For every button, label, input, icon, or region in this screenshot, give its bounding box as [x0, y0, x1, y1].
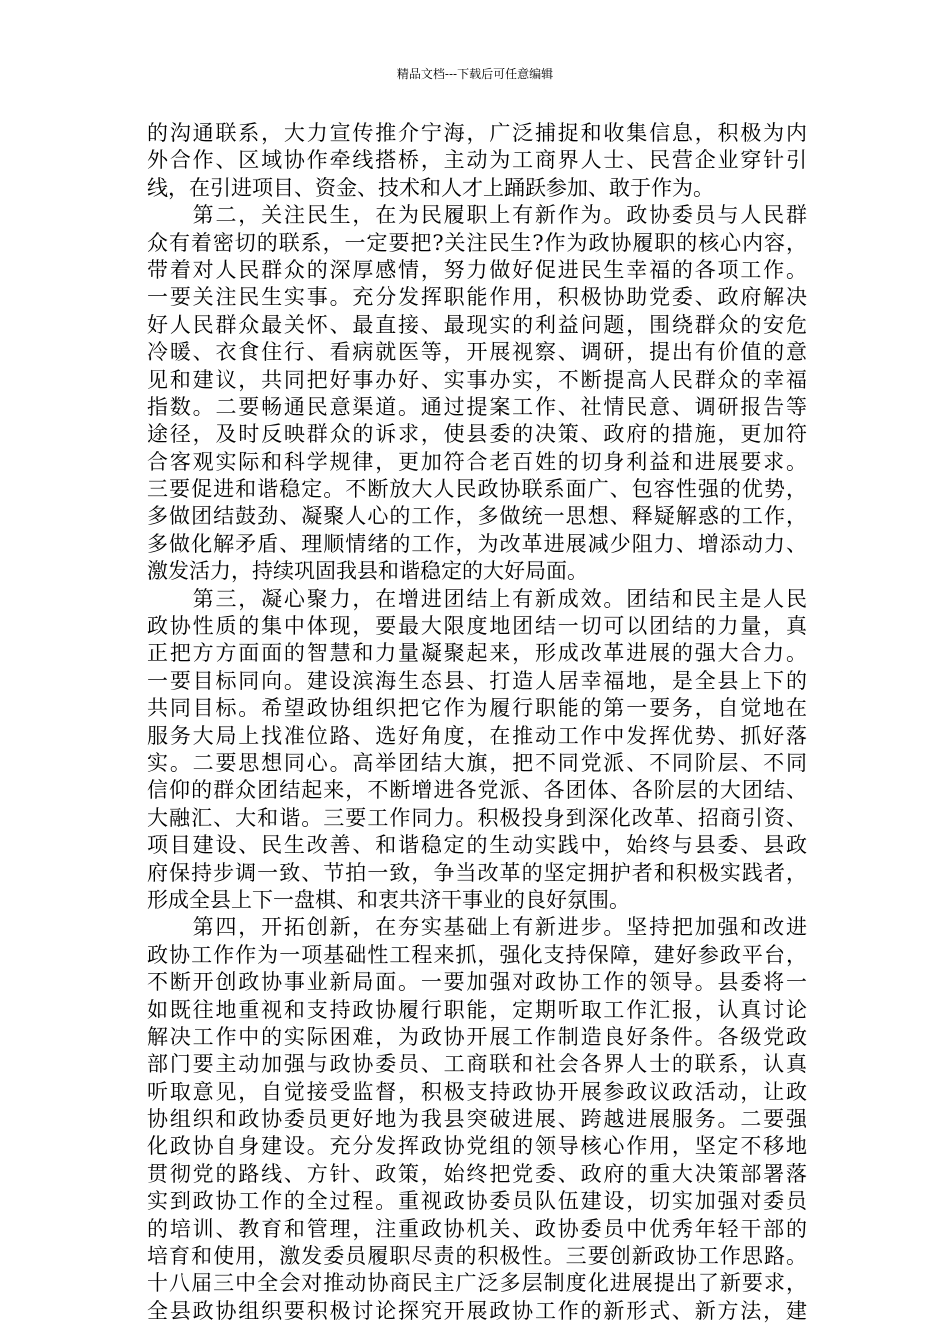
text-line: 全县政协组织要积极讨论探究开展政协工作的新形式、新方法，建: [147, 1298, 807, 1323]
text-line: 解决工作中的实际困难，为政协开展工作制造良好条件。各级党政: [147, 1024, 807, 1049]
document-body: [147, 120, 807, 1325]
text-line: 合客观实际和科学规律，更加符合老百姓的切身利益和进展要求。: [147, 449, 807, 474]
text-line: 外合作、区域协作牵线搭桥，主动为工商界人士、民营企业穿针引: [147, 148, 807, 173]
page-header: 精品文档---下载后可任意编辑: [396, 67, 554, 81]
text-line: 见和建议，共同把好事办好、实事办实，不断提高人民群众的幸福: [147, 367, 807, 392]
text-line: 第三，凝心聚力，在增进团结上有新成效。团结和民主是人民: [147, 586, 807, 611]
text-line: 不断开创政协事业新局面。一要加强对政协工作的领导。县委将一: [147, 970, 807, 995]
text-line: 形成全县上下一盘棋、和衷共济干事业的良好氛围。: [147, 887, 630, 912]
text-line: 服务大局上找准位路、选好角度，在推动工作中发挥优势、抓好落: [147, 723, 807, 748]
text-line: 冷暖、衣食住行、看病就医等，开展视察、调研，提出有价值的意: [147, 340, 807, 365]
text-line: 指数。二要畅通民意渠道。通过提案工作、社情民意、调研报告等: [147, 394, 807, 419]
text-line: 众有着密切的联系，一定要把?关注民生?作为政协履职的核心内容，: [147, 230, 807, 255]
text-line: 信仰的群众团结起来，不断增进各党派、各团体、各阶层的大团结、: [147, 778, 807, 803]
text-line: 部门要主动加强与政协委员、工商联和社会各界人士的联系，认真: [147, 1052, 807, 1077]
text-line: 三要促进和谐稳定。不断放大人民政协联系面广、包容性强的优势，: [147, 477, 807, 502]
text-line: 化政协自身建设。充分发挥政协党组的领导核心作用，坚定不移地: [147, 1134, 807, 1159]
text-line: 培育和使用，激发委员履职尽责的积极性。三要创新政协工作思路。: [147, 1244, 807, 1269]
text-line: 项目建设、民生改善、和谐稳定的生动实践中，始终与县委、县政: [147, 833, 807, 858]
text-line: 贯彻党的路线、方针、政策，始终把党委、政府的重大决策部署落: [147, 1161, 807, 1186]
text-line: 共同目标。希望政协组织把它作为履行职能的第一要务，自觉地在: [147, 696, 807, 721]
text-line: 听取意见，自觉接受监督，积极支持政协开展参政议政活动，让政: [147, 1079, 807, 1104]
text-line: 政协性质的集中体现，要最大限度地团结一切可以团结的力量，真: [147, 614, 807, 639]
text-line: 激发活力，持续巩固我县和谐稳定的大好局面。: [147, 559, 588, 584]
text-line: 正把方方面面的智慧和力量凝聚起来，形成改革进展的强大合力。: [147, 641, 807, 666]
text-line: 好人民群众最关怀、最直接、最现实的利益问题，围绕群众的安危: [147, 312, 807, 337]
text-line: 一要关注民生实事。充分发挥职能作用，积极协助党委、政府解决: [147, 285, 807, 310]
text-line: 一要目标同向。建设滨海生态县、打造人居幸福地，是全县上下的: [147, 668, 807, 693]
text-line: 多做化解矛盾、理顺情绪的工作，为改革进展减少阻力、增添动力、: [147, 531, 807, 556]
text-line: 十八届三中全会对推动协商民主广泛多层制度化进展提出了新要求，: [147, 1271, 807, 1296]
text-line: 途径，及时反映群众的诉求，使县委的决策、政府的措施，更加符: [147, 422, 807, 447]
text-line: 线，在引进项目、资金、技术和人才上踊跃参加、敢于作为。: [147, 175, 714, 200]
text-line: 如既往地重视和支持政协履行职能，定期听取工作汇报，认真讨论: [147, 997, 807, 1022]
text-line: 实到政协工作的全过程。重视政协委员队伍建设，切实加强对委员: [147, 1189, 807, 1214]
text-line: 第二，关注民生，在为民履职上有新作为。政协委员与人民群: [147, 203, 807, 228]
text-line: 大融汇、大和谐。三要工作同力。积极投身到深化改革、招商引资、: [147, 805, 807, 830]
text-line: 政协工作作为一项基础性工程来抓，强化支持保障，建好参政平台，: [147, 942, 807, 967]
text-line: 协组织和政协委员更好地为我县突破进展、跨越进展服务。二要强: [147, 1107, 807, 1132]
text-line: 第四，开拓创新，在夯实基础上有新进步。坚持把加强和改进: [147, 915, 807, 940]
text-line: 多做团结鼓劲、凝聚人心的工作，多做统一思想、释疑解惑的工作，: [147, 504, 807, 529]
text-line: 的培训、教育和管理，注重政协机关、政协委员中优秀年轻干部的: [147, 1216, 807, 1241]
text-line: 府保持步调一致、节拍一致，争当改革的坚定拥护者和积极实践者，: [147, 860, 807, 885]
text-line: 实。二要思想同心。高举团结大旗，把不同党派、不同阶层、不同: [147, 750, 807, 775]
text-line: 的沟通联系，大力宣传推介宁海，广泛捕捉和收集信息，积极为内: [147, 121, 807, 145]
text-line: 带着对人民群众的深厚感情，努力做好促进民生幸福的各项工作。: [147, 257, 807, 282]
